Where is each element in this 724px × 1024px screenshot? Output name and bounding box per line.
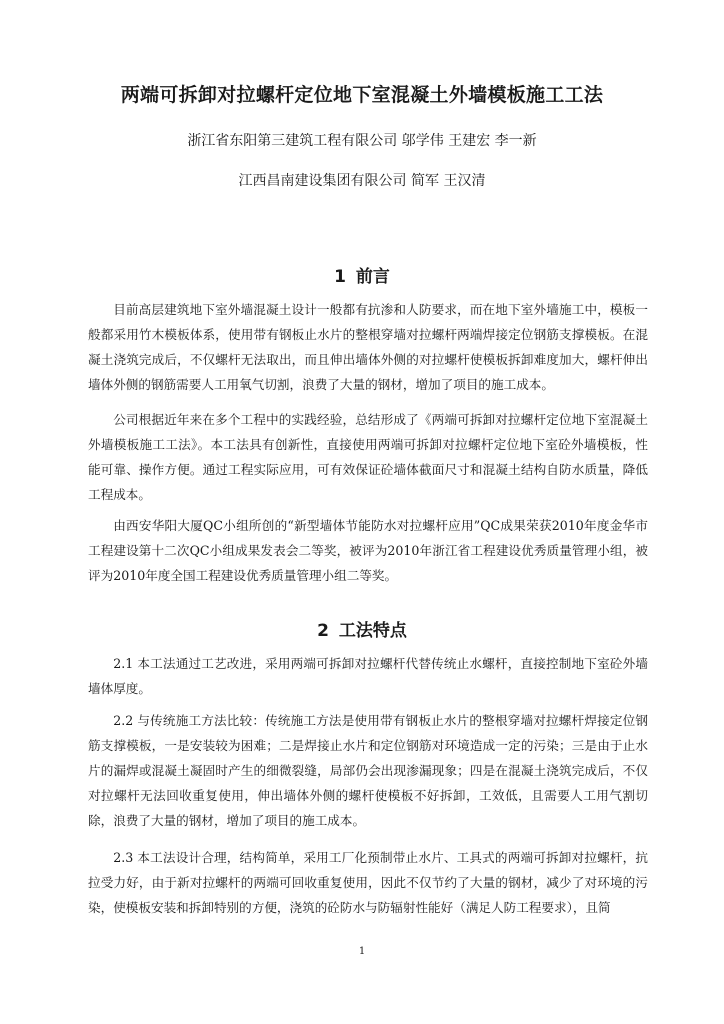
section-2-heading bbox=[0, 616, 724, 641]
page-number: 1 bbox=[358, 946, 366, 957]
section-number: 1 bbox=[334, 267, 346, 287]
section-title: 前言 bbox=[355, 267, 390, 287]
author-line-2: 江西昌南建设集团有限公司 简军 王汉清 bbox=[238, 173, 486, 189]
section-title: 工法特点 bbox=[338, 621, 407, 641]
paragraph: 2.2 与传统施工方法比较：传统施工方法是使用带有钢板止水片的整根穿墙对拉螺杆焊接定位钢筋支撑模板，一是安装较为困难；二是焊接止水片和定位钢筋对环境造成一定的污染；三是由于止水片的漏焊或混凝土凝固时产生的细微裂缝，局部仍会出现渗漏现象；四是在混凝土浇筑完成后，不仅对拉螺杆无法回收重复使用，伸出墙体外侧的螺杆使模板不好拆卸，工效低，且需要人工用气割切除，浪费了大量的钢材，增加了项目的施工成本。 bbox=[88, 713, 648, 828]
author-line-1: 浙江省东阳第三建筑工程有限公司 邬学伟 王建宏 李一新 bbox=[187, 133, 537, 149]
section-number: 2 bbox=[317, 621, 329, 641]
paragraph: 公司根据近年来在多个工程中的实践经验，总结形成了《两端可拆卸对拉螺杆定位地下室混凝土外墙模板施工工法》。本工法具有创新性，直接使用两端可拆卸对拉螺杆定位地下室砼外墙模板，性能可靠、操作方便。通过工程实际应用，可有效保证砼墙体截面尺寸和混凝土结构自防水质量，降低工程成本。 bbox=[88, 412, 648, 502]
paragraph: 由西安华阳大厦QC小组所创的“新型墙体节能防水对拉螺杆应用”QC成果荣获2010年度金华市工程建设第十二次QC小组成果发表会二等奖，被评为2010年浙江省工程建设优秀质量管理小组，被评为2010年度全国工程建设优秀质量管理小组二等奖。 bbox=[88, 518, 648, 583]
paragraph: 目前高层建筑地下室外墙混凝土设计一般都有抗渗和人防要求，而在地下室外墙施工中，模板一般都采用竹木模板体系，使用带有钢板止水片的整根穿墙对拉螺杆两端焊接定位钢筋支撑模板。在混凝土浇筑完成后，不仅螺杆无法取出，而且伸出墙体外侧的对拉螺杆使模板拆卸难度加大，螺杆伸出墙体外侧的钢筋需要人工用氧气切割，浪费了大量的钢材，增加了项目的施工成本。 bbox=[88, 302, 648, 392]
paragraph: 2.3 本工法设计合理，结构简单，采用工厂化预制带止水片、工具式的两端可拆卸对拉螺杆，抗拉受力好，由于新对拉螺杆的两端可回收重复使用，因此不仅节约了大量的钢材，减少了对环境的污染，使模板安装和拆卸特别的方便，浇筑的砼防水与防辐射性能好（满足人防工程要求），且简 bbox=[88, 850, 648, 915]
section-1-heading bbox=[0, 262, 724, 287]
paragraph: 2.1 本工法通过工艺改进，采用两端可拆卸对拉螺杆代替传统止水螺杆，直接控制地下室砼外墙墙体厚度。 bbox=[88, 656, 648, 696]
document-title: 两端可拆卸对拉螺杆定位地下室混凝土外墙模板施工工法 bbox=[120, 84, 604, 106]
